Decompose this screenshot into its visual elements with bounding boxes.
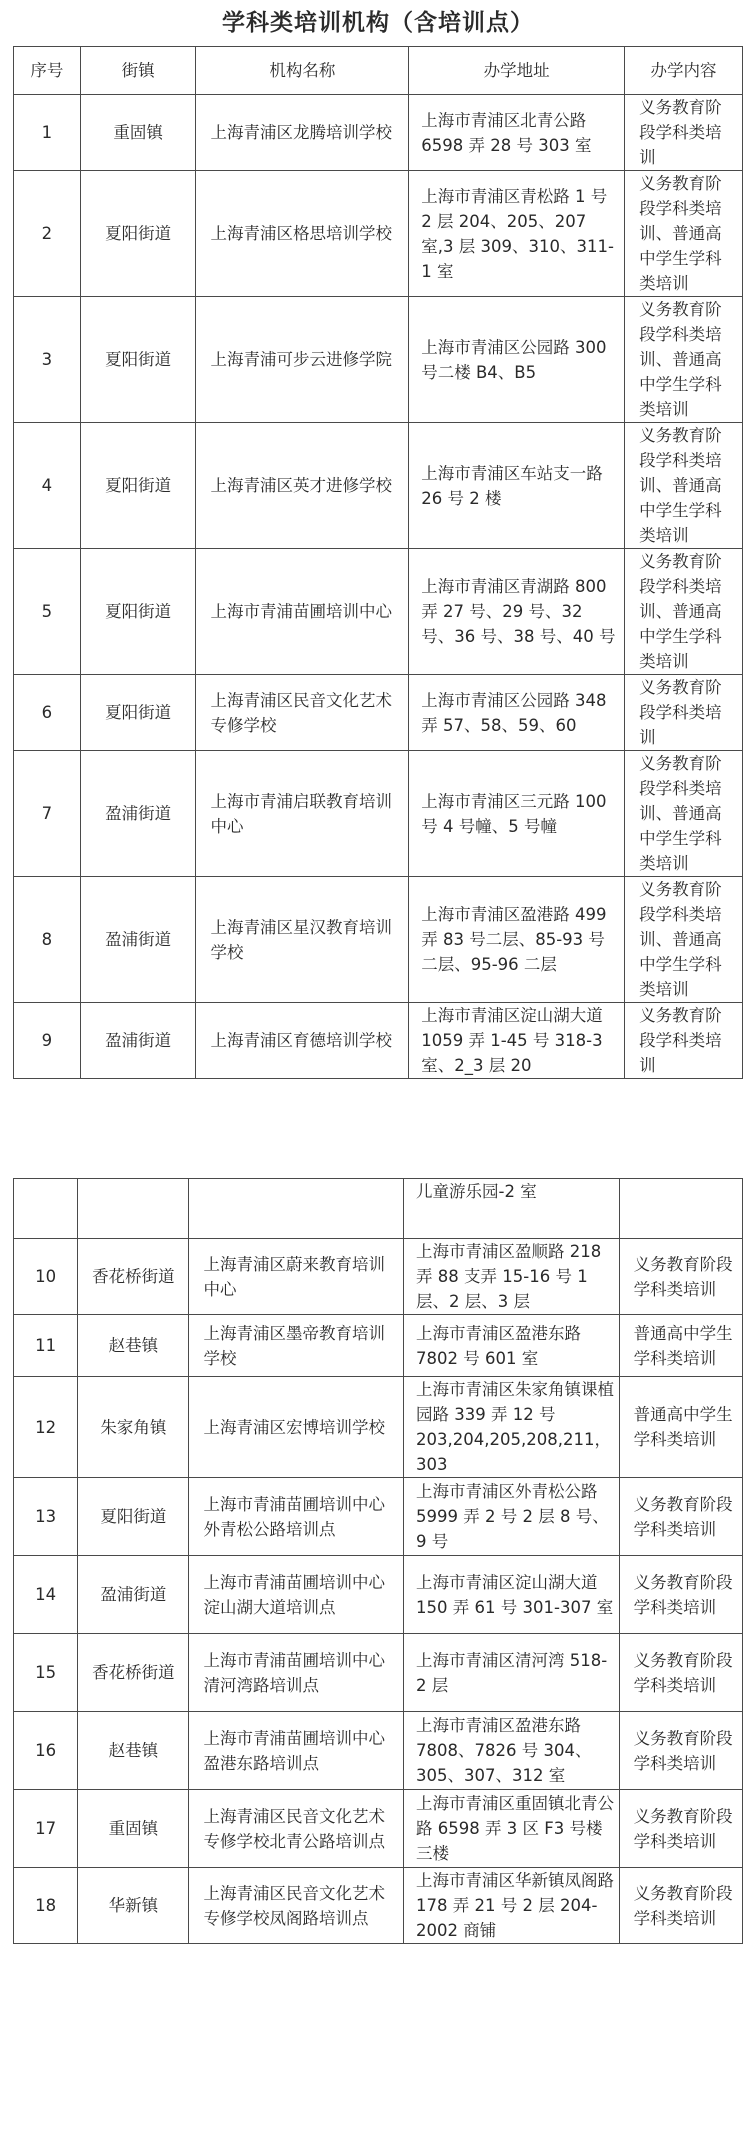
school-content-cell: [625, 751, 743, 877]
street-town: 夏阳街道: [105, 602, 172, 621]
street-town: 盈浦街道: [105, 1031, 172, 1050]
street-town: 夏阳街道: [100, 1507, 167, 1526]
school-content: 义务教育阶段学科类培训、普通高中学生学科类培训: [639, 426, 722, 545]
institution-name: 上海青浦区龙腾培训学校: [210, 123, 392, 142]
institution-name-cell: [189, 1556, 404, 1634]
school-address: 儿童游乐园-2 室: [416, 1182, 537, 1201]
street-town-cell: [78, 1634, 189, 1712]
institution-name-cell: [189, 1634, 404, 1712]
school-address-cell: [409, 549, 625, 675]
institution-table: [13, 46, 743, 1079]
school-content: 普通高中学生学科类培训: [633, 1405, 733, 1449]
school-content: 义务教育阶段学科类培训、普通高中学生学科类培训: [639, 880, 722, 999]
school-content-cell: [625, 297, 743, 423]
school-address: 上海市青浦区北青公路 6598 弄 28 号 303 室: [421, 110, 592, 155]
row-number-cell: [14, 1239, 78, 1315]
school-content: 普通高中学生学科类培训: [633, 1323, 733, 1368]
row-number-cell: [14, 675, 81, 751]
school-address: 上海市青浦区公园路 348 弄 57、58、59、60: [421, 690, 607, 735]
institution-name: 上海青浦区民音文化艺术专修学校: [210, 690, 392, 735]
school-content-cell: [619, 1377, 742, 1478]
institution-name-cell: [196, 549, 409, 675]
school-content-cell: [619, 1556, 742, 1634]
school-content-cell: [619, 1634, 742, 1712]
header-school-address: [409, 47, 625, 95]
street-town: 香花桥街道: [92, 1663, 175, 1682]
institution-name-cell: [196, 877, 409, 1003]
institution-name: 上海市青浦启联教育培训中心: [210, 791, 392, 836]
school-address-cell: [404, 1478, 620, 1556]
school-address: 上海市青浦区重固镇北青公路 6598 弄 3 区 F3 号楼三楼: [416, 1794, 615, 1863]
school-content: 义务教育阶段学科类培训: [633, 1806, 733, 1851]
institution-name-cell: [196, 171, 409, 297]
street-town-cell: [78, 1712, 189, 1790]
row-number: 7: [41, 804, 53, 823]
institution-name: 上海青浦区育德培训学校: [210, 1031, 392, 1050]
school-address-cell: [404, 1239, 620, 1315]
institution-name: 上海青浦可步云进修学院: [210, 350, 392, 369]
street-town: 香花桥街道: [92, 1267, 175, 1286]
institution-name-cell: [196, 297, 409, 423]
row-number: 9: [41, 1031, 53, 1050]
row-number: 10: [35, 1267, 57, 1286]
institution-name-cell: [196, 95, 409, 171]
street-town-cell: [78, 1315, 189, 1377]
street-town: 夏阳街道: [105, 703, 172, 722]
street-town-cell: [78, 1239, 189, 1315]
institution-name: 上海市青浦苗圃培训中心清河湾路培训点: [203, 1650, 385, 1695]
institution-name-cell: [189, 1239, 404, 1315]
institution-name: 上海青浦区星汉教育培训学校: [210, 917, 392, 962]
institution-name: 上海青浦区墨帝教育培训学校: [203, 1323, 385, 1368]
row-number-cell: [14, 423, 81, 549]
school-address-cell: [409, 675, 625, 751]
row-number-cell: [14, 1179, 78, 1239]
page-title: 学科类培训机构（含培训点）: [222, 10, 534, 36]
row-number: 17: [35, 1819, 57, 1838]
school-content-cell: [619, 1712, 742, 1790]
school-address: 上海市青浦区盈顺路 218 弄 88 支弄 15-16 号 1 层、2 层、3 层: [416, 1242, 602, 1311]
school-content: 义务教育阶段学科类培训: [633, 1572, 733, 1617]
row-number: 1: [41, 123, 53, 142]
table-row: [14, 877, 743, 1003]
street-town-cell: [80, 549, 196, 675]
school-content: 义务教育阶段学科类培训: [639, 1006, 722, 1075]
street-town: 盈浦街道: [105, 930, 172, 949]
row-number-cell: [14, 95, 81, 171]
street-town: 华新镇: [108, 1896, 159, 1915]
street-town-cell: [80, 675, 196, 751]
school-address-cell: [409, 171, 625, 297]
school-address-cell: [404, 1315, 620, 1377]
school-address-cell: [404, 1377, 620, 1478]
institution-name: 上海青浦区格思培训学校: [210, 224, 392, 243]
table-row: [14, 675, 743, 751]
school-address: 上海市青浦区车站支一路 26 号 2 楼: [421, 463, 603, 508]
table-row: [14, 171, 743, 297]
institution-name-cell: [196, 1003, 409, 1079]
street-town: 重固镇: [108, 1819, 159, 1838]
row-number-cell: [14, 171, 81, 297]
row-number: 13: [35, 1507, 57, 1526]
school-content: 义务教育阶段学科类培训: [633, 1650, 733, 1695]
row-number: 8: [41, 930, 53, 949]
table-row: [14, 1868, 743, 1944]
institution-name-cell: [189, 1790, 404, 1868]
row-number-cell: [14, 1315, 78, 1377]
school-address: 上海市青浦区清河湾 518-2 层: [416, 1650, 608, 1695]
header-label: 机构名称: [269, 61, 336, 80]
street-town: 朱家角镇: [100, 1417, 167, 1437]
school-content: 义务教育阶段学科类培训: [639, 98, 722, 167]
street-town-cell: [78, 1556, 189, 1634]
row-number-cell: [14, 877, 81, 1003]
school-address: 上海市青浦区三元路 100 号 4 号幢、5 号幢: [421, 791, 607, 836]
row-number: 3: [41, 350, 53, 369]
street-town: 重固镇: [113, 123, 163, 142]
school-address-cell: [404, 1712, 620, 1790]
row-number: 11: [35, 1336, 57, 1355]
table-row-continuation: [14, 1179, 743, 1239]
table-header-row: [14, 47, 743, 95]
table-row: [14, 1377, 743, 1478]
institution-name: 上海市青浦苗圃培训中心外青松公路培训点: [203, 1494, 385, 1539]
school-address-cell: [404, 1790, 620, 1868]
school-content-cell: [619, 1868, 742, 1944]
school-content-cell: [619, 1478, 742, 1556]
row-number-cell: [14, 1790, 78, 1868]
school-content-cell: [625, 95, 743, 171]
header-school-content: [625, 47, 743, 95]
row-number: 12: [35, 1417, 57, 1437]
institution-name: 上海市青浦苗圃培训中心: [210, 602, 392, 621]
table-row: [14, 297, 743, 423]
school-address: 上海市青浦区淀山湖大道 150 弄 61 号 301-307 室: [416, 1572, 614, 1617]
school-content-cell: [619, 1315, 742, 1377]
street-town-cell: [80, 877, 196, 1003]
street-town: 赵巷镇: [108, 1336, 159, 1355]
row-number-cell: [14, 297, 81, 423]
table-row: [14, 1634, 743, 1712]
street-town-cell: [80, 95, 196, 171]
row-number-cell: [14, 1712, 78, 1790]
school-address: 上海市青浦区淀山湖大道 1059 弄 1-45 号 318-3 室、2_3 层 20: [421, 1006, 603, 1075]
school-address-cell: [409, 297, 625, 423]
row-number-cell: [14, 751, 81, 877]
row-number: 18: [35, 1896, 57, 1915]
school-address: 上海市青浦区青湖路 800 弄 27 号、29 号、32 号、36 号、38 号、40 号: [421, 577, 616, 646]
street-town-cell: [80, 171, 196, 297]
row-number: 14: [35, 1585, 57, 1604]
street-town: 夏阳街道: [105, 350, 172, 369]
school-address-cell: [409, 423, 625, 549]
header-label: 办学地址: [483, 61, 550, 80]
table-row: [14, 95, 743, 171]
school-address: 上海市青浦区朱家角镇课植园路 339 弄 12 号 203,204,205,208,211，303: [416, 1380, 615, 1474]
school-address-cell: [409, 751, 625, 877]
school-address: 上海市青浦区华新镇凤阁路 178 弄 21 号 2 层 204-2002 商铺: [416, 1871, 615, 1940]
school-content: 义务教育阶段学科类培训: [633, 1883, 733, 1928]
institution-name: 上海市青浦苗圃培训中心盈港东路培训点: [203, 1728, 385, 1773]
school-address: 上海市青浦区盈港路 499 弄 83 号二层、85-93 号二层、95-96 二层: [421, 905, 607, 974]
street-town: 夏阳街道: [105, 224, 172, 243]
institution-name: 上海青浦区民音文化艺术专修学校凤阁路培训点: [203, 1883, 385, 1928]
school-content: 义务教育阶段学科类培训: [633, 1728, 733, 1773]
table-row: [14, 423, 743, 549]
school-content-cell: [619, 1179, 742, 1239]
school-address-cell: [409, 95, 625, 171]
school-content-cell: [619, 1790, 742, 1868]
school-content: 义务教育阶段学科类培训、普通高中学生学科类培训: [639, 174, 722, 293]
school-content: 义务教育阶段学科类培训、普通高中学生学科类培训: [639, 754, 722, 873]
row-number-cell: [14, 1634, 78, 1712]
institution-name: 上海市青浦苗圃培训中心淀山湖大道培训点: [203, 1572, 385, 1617]
row-number-cell: [14, 1377, 78, 1478]
row-number-cell: [14, 549, 81, 675]
table-row: [14, 1315, 743, 1377]
header-street-town: [80, 47, 196, 95]
school-address-cell: [409, 877, 625, 1003]
school-content-cell: [625, 1003, 743, 1079]
school-content: 义务教育阶段学科类培训、普通高中学生学科类培训: [639, 552, 722, 671]
institution-name: 上海青浦区民音文化艺术专修学校北青公路培训点: [203, 1806, 385, 1851]
header-row-number: [14, 47, 81, 95]
institution-name-cell: [196, 675, 409, 751]
header-label: 办学内容: [650, 61, 717, 80]
school-content: 义务教育阶段学科类培训: [633, 1494, 733, 1539]
table-row: [14, 1556, 743, 1634]
row-number-cell: [14, 1003, 81, 1079]
row-number: 6: [41, 703, 53, 722]
table-row: [14, 1790, 743, 1868]
street-town-cell: [78, 1179, 189, 1239]
header-label: 序号: [30, 61, 64, 80]
table-row: [14, 1478, 743, 1556]
school-address-cell: [404, 1868, 620, 1944]
row-number: 4: [41, 476, 53, 495]
school-address-cell: [404, 1556, 620, 1634]
institution-name-cell: [189, 1377, 404, 1478]
school-content: 义务教育阶段学科类培训: [633, 1254, 733, 1299]
row-number: 16: [35, 1741, 57, 1760]
institution-name-cell: [196, 423, 409, 549]
header-institution-name: [196, 47, 409, 95]
row-number-cell: [14, 1868, 78, 1944]
school-content-cell: [625, 549, 743, 675]
school-content-cell: [625, 171, 743, 297]
street-town: 夏阳街道: [105, 476, 172, 495]
school-content-cell: [625, 423, 743, 549]
table-row: [14, 1239, 743, 1315]
street-town-cell: [78, 1868, 189, 1944]
school-content: 义务教育阶段学科类培训、普通高中学生学科类培训: [639, 300, 722, 419]
school-address: 上海市青浦区公园路 300 号二楼 B4、B5: [421, 337, 607, 382]
table-row: [14, 1712, 743, 1790]
row-number: 15: [35, 1663, 57, 1682]
school-content-cell: [619, 1239, 742, 1315]
row-number-cell: [14, 1556, 78, 1634]
street-town-cell: [78, 1478, 189, 1556]
row-number-cell: [14, 1478, 78, 1556]
institution-name: 上海青浦区英才进修学校: [210, 476, 392, 495]
institution-name-cell: [189, 1315, 404, 1377]
institution-table-continued: [13, 1178, 743, 1944]
street-town-cell: [80, 751, 196, 877]
street-town-cell: [78, 1377, 189, 1478]
street-town-cell: [80, 423, 196, 549]
school-address: 上海市青浦区盈港东路 7808、7826 号 304、305、307、312 室: [416, 1716, 592, 1785]
row-number: 5: [41, 602, 53, 621]
table-row: [14, 751, 743, 877]
school-address: 上海市青浦区青松路 1 号 2 层 204、205、207 室,3 层 309、310、311-1 室: [421, 186, 614, 281]
institution-name: 上海青浦区蔚来教育培训中心: [203, 1254, 385, 1299]
table-row: [14, 549, 743, 675]
school-content-cell: [625, 877, 743, 1003]
header-label: 街镇: [121, 61, 155, 80]
institution-name-cell: [189, 1868, 404, 1944]
school-content-cell: [625, 675, 743, 751]
school-address: 上海市青浦区外青松公路 5999 弄 2 号 2 层 8 号、9 号: [416, 1482, 609, 1551]
institution-name-cell: [189, 1712, 404, 1790]
school-address-cell: [404, 1179, 620, 1239]
table-row: [14, 1003, 743, 1079]
row-number: 2: [41, 224, 53, 243]
street-town-cell: [80, 297, 196, 423]
school-address: 上海市青浦区盈港东路 7802 号 601 室: [416, 1323, 582, 1368]
street-town-cell: [78, 1790, 189, 1868]
street-town-cell: [80, 1003, 196, 1079]
school-address-cell: [404, 1634, 620, 1712]
street-town: 盈浦街道: [100, 1585, 167, 1604]
street-town: 赵巷镇: [108, 1741, 159, 1760]
institution-name-cell: [189, 1179, 404, 1239]
street-town: 盈浦街道: [105, 804, 172, 823]
institution-name-cell: [196, 751, 409, 877]
school-content: 义务教育阶段学科类培训: [639, 678, 722, 747]
institution-name-cell: [189, 1478, 404, 1556]
school-address-cell: [409, 1003, 625, 1079]
institution-name: 上海青浦区宏博培训学校: [203, 1417, 385, 1437]
